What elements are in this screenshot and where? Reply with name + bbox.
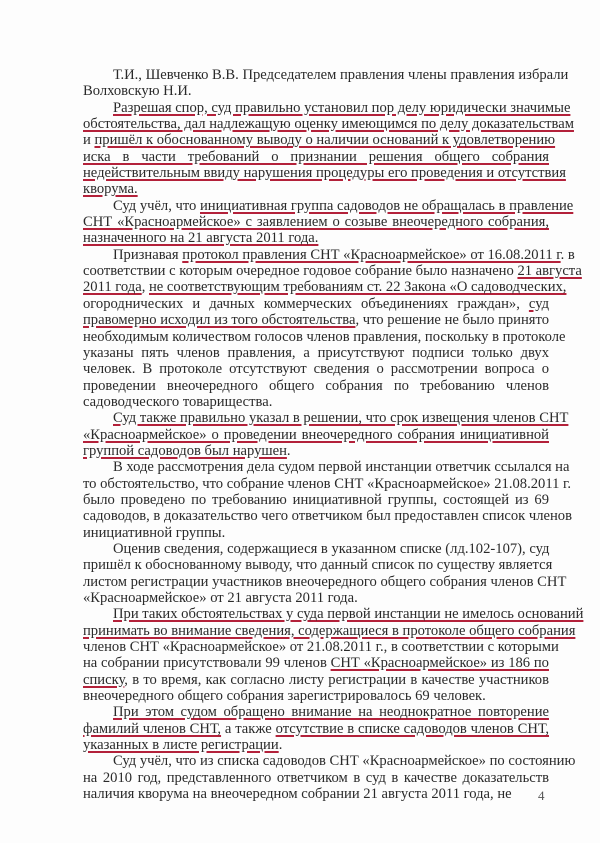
text-line: [83, 427, 549, 443]
text-line: [83, 378, 549, 394]
text-line: [83, 770, 549, 786]
underlined-text: указанных в листе регистрации: [83, 737, 279, 754]
text-line: [83, 557, 553, 574]
text-line: [83, 230, 549, 246]
underlined-text: кворума.: [83, 181, 138, 198]
text-line: [83, 197, 574, 214]
text-segment: Т.И., Шевченко В.В. Председателем правления члены правления избрали: [113, 67, 569, 83]
underlined-text: СНТ «Красноармейское» с заявлением о созыве внеочередного собрания,: [83, 214, 549, 231]
text-line: [83, 655, 549, 671]
underlined-text: 21 августа: [517, 263, 582, 280]
text-segment: Волховскую Н.И.: [83, 83, 192, 100]
text-segment: было проведено по требованию инициативной группы, состоящей из 69: [83, 491, 549, 508]
text-segment: Признавая: [113, 246, 183, 263]
text-line: [83, 573, 567, 590]
text-segment: огороднических и дачных коммерческих объединениях граждан»,: [83, 295, 529, 312]
text-segment: членов СНТ «Красноармейское» от 21.08.2011 г., в соответствии с которыми: [83, 639, 559, 656]
text-segment: садоводов, в доказательство чего ответчиком был предоставлен список членов: [83, 508, 572, 525]
text-segment: Суд учёл, что из списка садоводов СНТ «Красноармейское» по состоянию: [113, 753, 576, 770]
text-line: [83, 165, 566, 182]
text-line: [83, 688, 549, 704]
page-number: 4: [538, 788, 545, 803]
text-segment: В ходе рассмотрения дела судом первой инстанции ответчик ссылался на: [113, 459, 570, 476]
text-line: [83, 67, 569, 83]
text-line: [83, 672, 549, 688]
text-segment: .: [286, 442, 291, 459]
text-line: [83, 492, 549, 508]
text-segment: а также: [221, 720, 276, 737]
text-line: [83, 361, 549, 377]
text-line: [83, 590, 549, 606]
document-body: [83, 67, 584, 803]
underlined-text: пришёл к обоснованному выводу о наличии оснований к удовлетворению: [94, 132, 556, 149]
text-line: [83, 116, 574, 133]
underlined-text: иска в части требований о признании решения общего собрания: [83, 148, 549, 165]
text-segment: необходимым количеством голосов членов правления, поскольку в протоколе: [83, 328, 566, 345]
underlined-text: суд: [528, 295, 549, 312]
text-line: [83, 639, 559, 656]
text-line: [83, 181, 549, 197]
underlined-text: протокол правления СНТ «Красноармейское» от 16.08.2011 г: [182, 246, 561, 263]
text-segment: на 2010 год, представленного ответчиком в суд в качестве доказательств: [83, 769, 549, 786]
text-segment: и: [83, 132, 95, 149]
text-line: [83, 394, 549, 410]
text-line: [83, 704, 549, 720]
underlined-text: обстоятельства, дал надлежащую оценку имеющимся по делу доказательствам: [83, 116, 574, 133]
underlined-text: инициативная группа садоводов не обращалась в правление: [200, 197, 574, 214]
text-line: [83, 214, 549, 230]
text-line: [83, 786, 549, 802]
text-segment: соответствии с которым очередное годовое собрание было назначено: [83, 263, 518, 280]
underlined-text: При таких обстоятельствах у суда первой инстанции не имелось оснований: [113, 606, 584, 623]
text-segment: проведении внеочередного общего собрания по требованию членов: [83, 377, 549, 394]
text-segment: указаны пять членов правления, а присутствуют подписи только двух: [83, 344, 549, 361]
text-segment: листом регистрации участников внеочередного общего собрания членов СНТ: [83, 573, 567, 590]
text-segment: садоводческого товарищества.: [83, 393, 273, 410]
text-line: [83, 296, 549, 312]
text-line: [83, 328, 566, 345]
underlined-text: СНТ «Красноармейское» из 186 по: [330, 655, 549, 672]
underlined-text: принимать во внимание сведения, содержащиеся в протоколе общего собрания: [83, 622, 576, 639]
text-segment: , в то время, как согласно листу регистрации в качестве участников: [124, 671, 549, 688]
text-line: [83, 345, 549, 361]
text-segment: .: [278, 737, 283, 754]
underlined-text: группой садоводов был нарушен: [83, 442, 287, 459]
underlined-text: назначенного на 21 августа 2011 года.: [83, 230, 319, 247]
text-segment: «Красноармейское» от 21 августа 2011 года.: [83, 590, 358, 606]
text-line: [83, 132, 556, 149]
underlined-text: «Красноармейское» о проведении внеочередного собрания инициативной: [83, 426, 549, 443]
text-segment: инициативной группы.: [83, 524, 226, 541]
text-line: [83, 459, 570, 476]
underlined-text: При этом судом обращено внимание на неоднократное повторение: [113, 704, 549, 721]
text-segment: то обстоятельство, что собрание членов СНТ «Красноармейское» 21.08.2011 г.: [83, 475, 572, 492]
text-line: [83, 149, 549, 165]
text-line: [83, 541, 549, 557]
text-line: [83, 410, 569, 427]
text-segment: Оценив сведения, содержащиеся в указанном списке (лд.102-107), суд: [113, 540, 550, 557]
text-line: [83, 721, 549, 737]
underlined-text: недействительным ввиду нарушения процедуры его проведения и отсутствия: [83, 165, 566, 182]
text-segment: . в: [560, 246, 575, 263]
text-line: [83, 246, 575, 263]
text-line: [83, 606, 584, 623]
text-line: [83, 737, 549, 753]
text-line: [83, 83, 549, 99]
underlined-text: Суд также правильно указал в решении, что срок извещения членов СНТ: [113, 410, 569, 427]
text-line: [83, 508, 572, 525]
underlined-text: отсутствие в списке садоводов членов СНТ,: [275, 720, 549, 737]
text-line: [83, 312, 549, 328]
text-line: [83, 525, 549, 541]
text-line: [83, 279, 567, 296]
text-line: [83, 622, 576, 639]
underlined-text: не соответствующим требованиям ст. 22 Закона «О садоводческих,: [149, 279, 567, 296]
text-segment: , что решение не было принято: [355, 312, 549, 329]
text-segment: Суд учёл, что: [113, 197, 200, 214]
text-line: [83, 475, 572, 492]
text-line: [83, 263, 582, 280]
text-segment: человек. В протоколе отсутствуют сведения о рассмотрении вопроса о: [83, 361, 549, 378]
underlined-text: правомерно исходил из того обстоятельства: [83, 312, 356, 329]
text-line: [83, 753, 576, 770]
text-segment: на собрании присутствовали 99 членов: [83, 655, 331, 672]
text-segment: ,: [141, 279, 149, 296]
text-line: [83, 99, 571, 116]
text-segment: наличия кворума на внеочередном собрании 21 августа 2011 года, не: [83, 786, 512, 803]
underlined-text: фамилий членов СНТ,: [83, 720, 222, 737]
text-line: [83, 443, 549, 459]
underlined-text: списку: [83, 671, 125, 688]
text-segment: внеочередного общего собрания зарегистрировалось 69 человек.: [83, 688, 486, 705]
underlined-text: Разрешая спор, суд правильно установил пор делу юридически значимые: [113, 99, 571, 116]
underlined-text: 2011 года: [83, 279, 142, 296]
text-segment: пришёл к обоснованному выводу, что данный список по существу является: [83, 557, 553, 574]
